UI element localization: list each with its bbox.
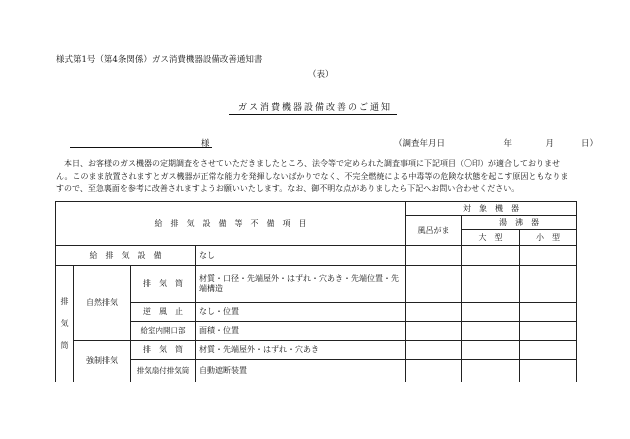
cell-large-4[interactable] xyxy=(462,341,520,360)
subgroup-natural-exhaust: 自然排気 xyxy=(74,266,131,341)
side-label: （表） xyxy=(308,70,334,80)
row-item-1: 排 気 筒 xyxy=(131,266,196,303)
survey-date xyxy=(394,137,598,149)
cell-large-0[interactable] xyxy=(462,246,520,266)
cell-small-5[interactable] xyxy=(520,360,577,382)
header-target-appliance: 対 象 機 器 xyxy=(406,202,577,216)
title-underline xyxy=(229,114,397,115)
survey-date-label: （調査年月日 xyxy=(394,139,446,149)
month-label: 月 xyxy=(545,139,554,149)
header-water-heater: 湯 沸 器 xyxy=(462,216,577,230)
deficiency-table xyxy=(55,201,577,382)
cell-furo-2[interactable] xyxy=(406,303,462,322)
cell-furo-5[interactable] xyxy=(406,360,462,382)
day-label: 日） xyxy=(580,139,598,149)
cell-furo-0[interactable] xyxy=(406,246,462,266)
cell-large-5[interactable] xyxy=(462,360,520,382)
row-detail-3: 面積・位置 xyxy=(196,322,406,341)
cell-furo-1[interactable] xyxy=(406,266,462,303)
cell-small-4[interactable] xyxy=(520,341,577,360)
cell-furo-3[interactable] xyxy=(406,322,462,341)
cell-small-1[interactable] xyxy=(520,266,577,303)
row-supply-exhaust-label: 給 排 気 設 備 xyxy=(56,246,196,266)
row-detail-5: 自動遮断装置 xyxy=(196,360,406,382)
cell-small-3[interactable] xyxy=(520,322,577,341)
form-number: 様式第1号（第4条関係）ガス消費機器設備改善通知書 xyxy=(56,55,263,65)
group-exhaust-pipe xyxy=(56,266,74,382)
recipient-honorific: 様 xyxy=(201,139,210,149)
notice-message: 本日、お客様のガス機器の定期調査をさせていただきましたところ、法令等で定められた調査事項に下記項目（〇印）が適合しておりません。このまま放置されますとガス機器が正常な能力を発揮しないばかりでなく、不完全燃焼による中毒等の危険な状態を起こす原因ともなりますので、至急裏面を参考に改善されますようお願いいたします。なお、御不明な点がありましたら下記へお問い合わせください。 xyxy=(56,159,569,193)
header-large: 大 型 xyxy=(462,230,520,246)
group-char-3: 筒 xyxy=(60,340,69,350)
group-char-1: 排 xyxy=(60,296,69,306)
row-detail-4: 材質・先端屋外・はずれ・穴あき xyxy=(196,341,406,360)
cell-furo-4[interactable] xyxy=(406,341,462,360)
recipient-name-line[interactable] xyxy=(70,147,212,148)
cell-large-2[interactable] xyxy=(462,303,520,322)
cell-large-1[interactable] xyxy=(462,266,520,303)
row-item-5: 排気扇付排気筒 xyxy=(131,360,196,382)
cell-large-3[interactable] xyxy=(462,322,520,341)
row-detail-1: 材質・口径・先端屋外・はずれ・穴あき・先端位置・先端構造 xyxy=(196,266,406,303)
header-small: 小 型 xyxy=(520,230,577,246)
year-label: 年 xyxy=(503,139,512,149)
cell-small-2[interactable] xyxy=(520,303,577,322)
document-title: ガス消費機器設備改善のご通知 xyxy=(237,103,392,113)
group-char-2: 気 xyxy=(60,318,69,328)
header-deficiency-items: 給 排 気 設 備 等 不 備 項 目 xyxy=(56,202,406,246)
row-detail-2: なし・位置 xyxy=(196,303,406,322)
row-item-4: 排 気 筒 xyxy=(131,341,196,360)
cell-small-0[interactable] xyxy=(520,246,577,266)
header-bath-boiler: 風呂がま xyxy=(406,216,462,246)
row-supply-exhaust-value: なし xyxy=(196,246,406,266)
subgroup-forced-exhaust: 強制排気 xyxy=(74,341,131,382)
row-item-3: 給室内開口部 xyxy=(131,322,196,341)
row-item-2: 逆 風 止 xyxy=(131,303,196,322)
